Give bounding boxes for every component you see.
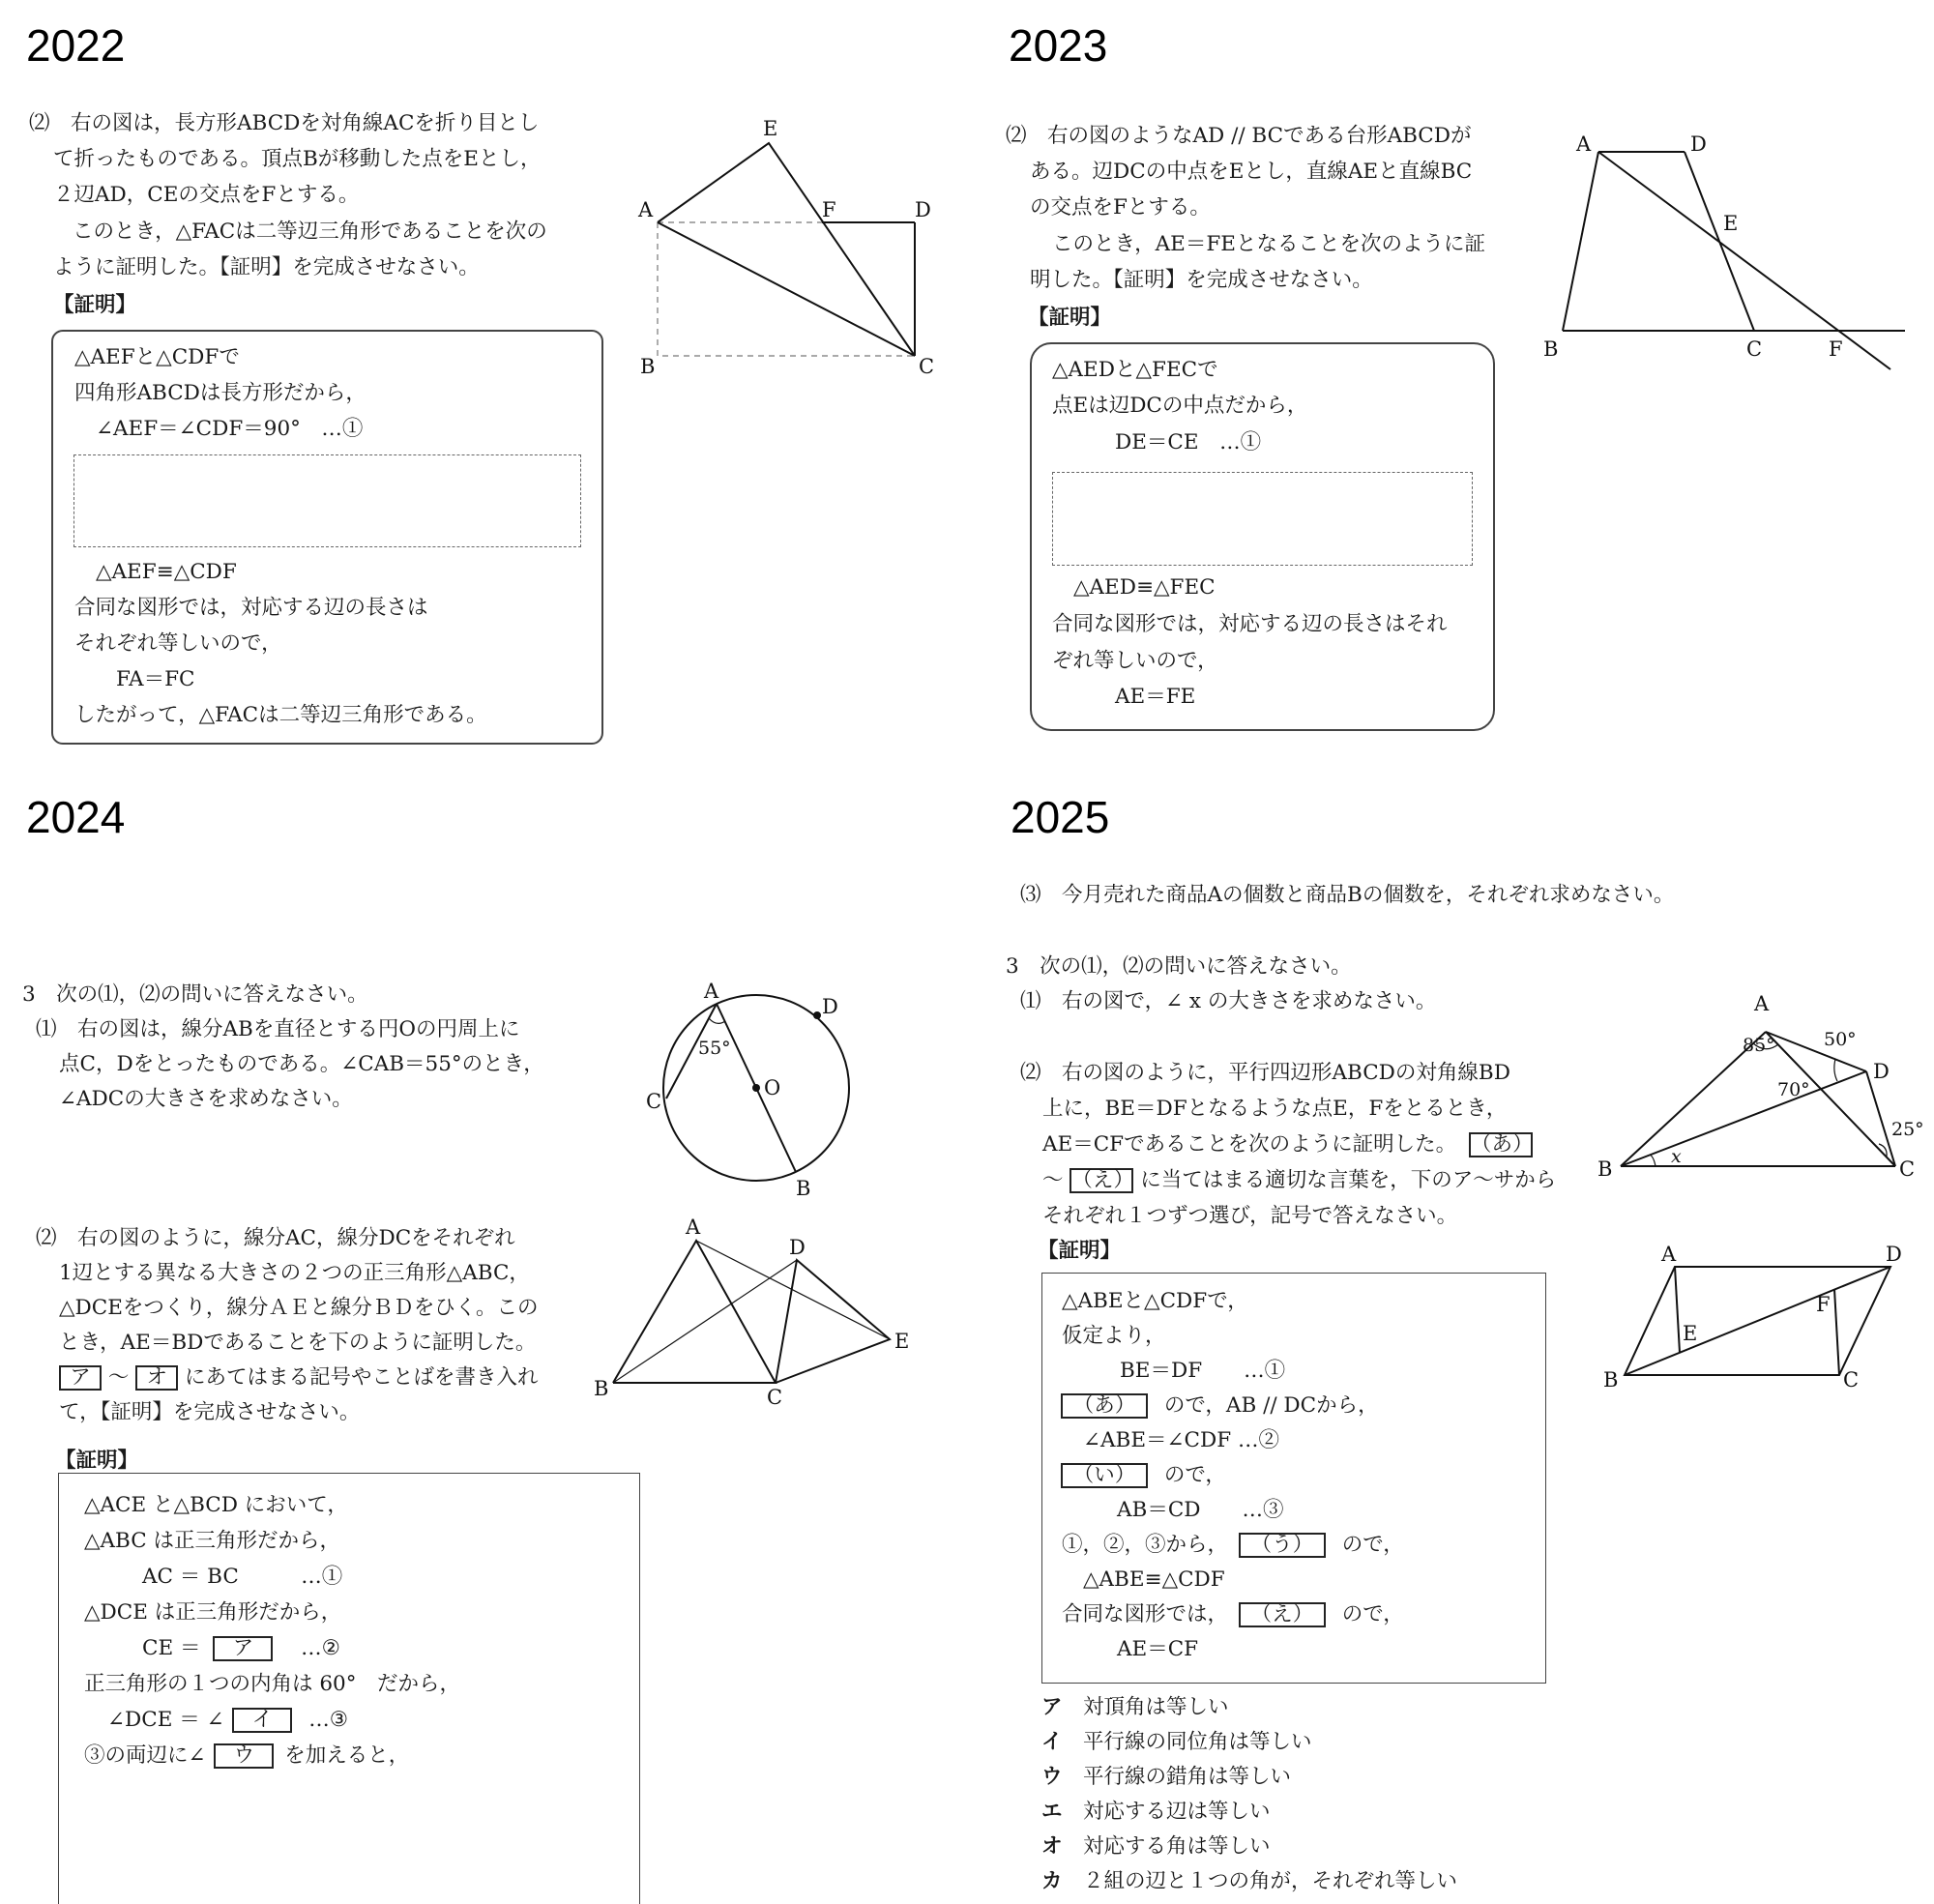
proof-label: 【証明】 bbox=[1038, 1239, 1122, 1263]
question-text: AE＝CFであることを次のように証明した。 bbox=[1042, 1132, 1457, 1157]
question-line: このとき，△FACは二等辺三角形であることを次の bbox=[73, 220, 547, 244]
proof-line bbox=[1062, 1532, 1404, 1559]
proof-line: △AEFと△CDFで bbox=[74, 345, 240, 369]
proof-text: ので，AB // DCから， bbox=[1163, 1393, 1379, 1418]
question-line: ∠ADCの大きさを求めなさい。 bbox=[59, 1087, 353, 1111]
angle-label: 70° bbox=[1777, 1079, 1810, 1100]
angle-label: 55° bbox=[698, 1038, 731, 1059]
proof-text: を加えると， bbox=[284, 1743, 410, 1768]
angle-label: 25° bbox=[1891, 1119, 1924, 1140]
point-label: E bbox=[1683, 1322, 1698, 1345]
point-label: E bbox=[894, 1330, 910, 1353]
point-label: E bbox=[1723, 212, 1739, 235]
point-label: F bbox=[1829, 337, 1843, 361]
proof-line: 点Eは辺DCの中点だから， bbox=[1052, 394, 1308, 418]
proof-line: 正三角形の１つの内角は 60° だから， bbox=[84, 1672, 460, 1696]
question-line: ある。辺DCの中点をEとし，直線AEと直線BC bbox=[1030, 160, 1473, 184]
question-line: 1辺とする異なる大きさの２つの正三角形△ABC， bbox=[59, 1261, 530, 1285]
intro-line: 3 次の⑴，⑵の問いに答えなさい。 bbox=[1006, 954, 1352, 979]
choice-item bbox=[1041, 1694, 1229, 1721]
choice-key: オ bbox=[1041, 1834, 1063, 1859]
year-2024: 2024 bbox=[26, 792, 126, 842]
proof-line: FA＝FC bbox=[116, 667, 195, 691]
choice-text: 平行線の錯角は等しい bbox=[1083, 1765, 1292, 1789]
range-mark: ～ bbox=[1042, 1168, 1064, 1192]
proof-line: BE＝DF …① bbox=[1120, 1359, 1286, 1383]
question-line: それぞれ１つずつ選び，記号で答えなさい。 bbox=[1042, 1204, 1458, 1228]
proof-text: 合同な図形では， bbox=[1062, 1602, 1229, 1626]
proof-text: ので， bbox=[1341, 1602, 1404, 1626]
question-line: 点C，Dをとったものである。∠CAB＝55°のとき， bbox=[59, 1052, 544, 1076]
choice-key: ウ bbox=[1041, 1765, 1063, 1789]
point-label: D bbox=[1886, 1243, 1902, 1266]
answer-box-e[interactable]: （え） bbox=[1239, 1602, 1326, 1627]
choice-item bbox=[1041, 1799, 1271, 1826]
proof-line: △ABE≡△CDF bbox=[1083, 1567, 1225, 1592]
question-text: にあてはまる記号やことばを書き入れ bbox=[185, 1365, 539, 1390]
point-label: C bbox=[1899, 1157, 1916, 1181]
choice-key: ア bbox=[1041, 1695, 1063, 1719]
choice-text: 平行線の同位角は等しい bbox=[1083, 1730, 1312, 1754]
question-line: 明した。【証明】を完成させなさい。 bbox=[1030, 268, 1373, 292]
proof-line: AB＝CD …③ bbox=[1117, 1498, 1284, 1522]
question-line: ⑴ 右の図で，∠ x の大きさを求めなさい。 bbox=[1020, 989, 1437, 1013]
question-line: ⑵ 右の図のように，平行四辺形ABCDの対角線BD bbox=[1020, 1061, 1510, 1085]
answer-box-a[interactable]: （あ） bbox=[1061, 1393, 1148, 1419]
choice-text: 対応する角は等しい bbox=[1083, 1834, 1271, 1859]
proof-text: ③の両辺に∠ bbox=[84, 1743, 206, 1768]
proof-line: 仮定より， bbox=[1062, 1324, 1166, 1348]
point-label: F bbox=[1816, 1293, 1831, 1316]
proof-line: △ABEと△CDFで， bbox=[1062, 1289, 1248, 1313]
question-line: ⑵ 右の図のようなAD // BCである台形ABCDが bbox=[1006, 124, 1472, 148]
answer-key-box: （え） bbox=[1071, 1168, 1134, 1192]
point-label: A bbox=[704, 980, 719, 1003]
proof-line: △ABC は正三角形だから， bbox=[84, 1529, 341, 1553]
intro-line: 3 次の⑴，⑵の問いに答えなさい。 bbox=[22, 982, 368, 1007]
question-line: の交点をFとする。 bbox=[1030, 195, 1211, 220]
choice-key: カ bbox=[1041, 1869, 1063, 1893]
proof-line: AE＝CF bbox=[1117, 1637, 1199, 1661]
choice-key: イ bbox=[1041, 1730, 1063, 1754]
proof-text: ∠DCE ＝ ∠ bbox=[107, 1708, 224, 1732]
proof-line: ぞれ等しいので， bbox=[1052, 649, 1218, 673]
question-line: とき，AE＝BDであることを下のように証明した。 bbox=[59, 1331, 537, 1355]
point-label: B bbox=[594, 1377, 609, 1400]
point-label: D bbox=[822, 995, 838, 1018]
choice-text: 対頂角は等しい bbox=[1083, 1695, 1229, 1719]
point-label: D bbox=[789, 1236, 806, 1259]
proof-line: △AED≡△FEC bbox=[1073, 575, 1216, 600]
choice-item bbox=[1041, 1833, 1271, 1860]
range-mark: ～ bbox=[107, 1365, 130, 1390]
proof-line: AE＝FE bbox=[1115, 685, 1196, 709]
proof-label: 【証明】 bbox=[1028, 306, 1112, 330]
point-label: B bbox=[1543, 337, 1559, 361]
question-line: ように証明した。【証明】を完成させなさい。 bbox=[53, 255, 480, 279]
question-line: て折ったものである。頂点Bが移動した点をEとし， bbox=[53, 147, 542, 171]
proof-text: …③ bbox=[308, 1708, 349, 1732]
proof-line bbox=[1061, 1462, 1226, 1489]
choice-text: 対応する辺は等しい bbox=[1083, 1800, 1271, 1824]
choice-text: ２組の辺と１つの角が，それぞれ等しい bbox=[1083, 1869, 1458, 1893]
answer-box-i[interactable]: （い） bbox=[1061, 1463, 1148, 1488]
answer-key-box: （あ） bbox=[1470, 1132, 1534, 1157]
question-line: ２辺AD，CEの交点をFとする。 bbox=[53, 183, 360, 207]
point-label: C bbox=[1746, 337, 1763, 361]
point-label: A bbox=[638, 198, 654, 221]
answer-box-u[interactable]: （う） bbox=[1239, 1533, 1326, 1558]
proof-line: したがって，△FACは二等辺三角形である。 bbox=[74, 703, 487, 727]
question-line: ⑵ 右の図のように，線分AC，線分DCをそれぞれ bbox=[36, 1226, 515, 1250]
point-label: B bbox=[640, 355, 656, 378]
proof-line bbox=[1062, 1601, 1404, 1628]
proof-line: DE＝CE …① bbox=[1115, 430, 1262, 454]
point-label: C bbox=[919, 355, 935, 378]
angle-label: 50° bbox=[1824, 1029, 1857, 1050]
angle-label: 85° bbox=[1743, 1035, 1775, 1056]
answer-box-u[interactable]: ウ bbox=[214, 1743, 274, 1769]
proof-label: 【証明】 bbox=[53, 293, 137, 317]
proof-line: △AEF≡△CDF bbox=[96, 560, 237, 584]
question-line: 上に，BE＝DFとなるような点E，Fをとるとき， bbox=[1042, 1097, 1508, 1121]
proof-line: AC ＝ BC …① bbox=[142, 1565, 343, 1589]
proof-text: ので， bbox=[1341, 1533, 1404, 1557]
point-label: A bbox=[1754, 992, 1770, 1015]
question-line: △DCEをつくり，線分ＡＥと線分ＢＤをひく。この bbox=[59, 1296, 539, 1320]
point-label: B bbox=[796, 1177, 811, 1200]
point-label: D bbox=[915, 198, 931, 221]
choice-item bbox=[1041, 1729, 1312, 1756]
proof-text: …② bbox=[301, 1636, 340, 1660]
proof-line: 四角形ABCDは長方形だから， bbox=[74, 381, 366, 405]
question-line: ⑵ 右の図は，長方形ABCDを対角線ACを折り目とし bbox=[29, 111, 540, 135]
answer-box-a[interactable]: ア bbox=[213, 1636, 273, 1661]
proof-text: ①，②，③から， bbox=[1062, 1533, 1229, 1557]
year-2023: 2023 bbox=[1009, 20, 1108, 71]
answer-key-box: ア bbox=[59, 1365, 102, 1391]
point-label: B bbox=[1603, 1368, 1619, 1391]
answer-key-box: オ bbox=[135, 1365, 178, 1391]
proof-line: △AEDと△FECで bbox=[1052, 358, 1218, 382]
proof-line: △DCE は正三角形だから， bbox=[84, 1600, 342, 1625]
angle-variable: x bbox=[1671, 1146, 1682, 1167]
year-2025: 2025 bbox=[1011, 792, 1110, 842]
proof-line: ∠ABE＝∠CDF …② bbox=[1083, 1428, 1279, 1452]
year-2022: 2022 bbox=[26, 20, 126, 71]
point-label: C bbox=[767, 1386, 783, 1409]
question-line: ⑶ 今月売れた商品Aの個数と商品Bの個数を，それぞれ求めなさい。 bbox=[1020, 883, 1675, 907]
proof-line: それぞれ等しいので， bbox=[74, 631, 282, 656]
point-label: F bbox=[822, 198, 836, 221]
point-label: C bbox=[646, 1090, 662, 1113]
point-label: A bbox=[1661, 1243, 1677, 1266]
proof-line: ∠AEF＝∠CDF＝90° …① bbox=[96, 417, 364, 441]
point-label: E bbox=[763, 117, 778, 140]
question-line: ⑴ 右の図は，線分ABを直径とする円Oの円周上に bbox=[36, 1017, 520, 1041]
proof-text: CE ＝ bbox=[142, 1636, 201, 1660]
proof-label: 【証明】 bbox=[55, 1449, 139, 1473]
proof-line: △ACE と△BCD において， bbox=[84, 1493, 348, 1517]
point-label: O bbox=[764, 1076, 781, 1099]
proof-line bbox=[1061, 1392, 1379, 1420]
point-label: D bbox=[1690, 132, 1707, 156]
question-line: て，【証明】を完成させなさい。 bbox=[59, 1400, 361, 1424]
choice-item bbox=[1041, 1764, 1291, 1791]
question-line: このとき，AE＝FEとなることを次のように証 bbox=[1052, 232, 1485, 256]
choice-key: エ bbox=[1041, 1800, 1063, 1824]
proof-line: 合同な図形では，対応する辺の長さは bbox=[74, 596, 428, 620]
point-label: D bbox=[1873, 1060, 1890, 1083]
answer-box-i[interactable]: イ bbox=[232, 1708, 292, 1733]
point-label: C bbox=[1843, 1368, 1860, 1391]
question-text: に当てはまる適切な言葉を，下のア～サから bbox=[1140, 1168, 1557, 1192]
point-label: A bbox=[686, 1216, 701, 1239]
point-label: B bbox=[1597, 1157, 1613, 1181]
point-label: A bbox=[1576, 132, 1592, 156]
choice-item bbox=[1041, 1868, 1457, 1895]
proof-line: 合同な図形では，対応する辺の長さはそれ bbox=[1052, 612, 1448, 636]
proof-text: ので， bbox=[1163, 1463, 1226, 1487]
